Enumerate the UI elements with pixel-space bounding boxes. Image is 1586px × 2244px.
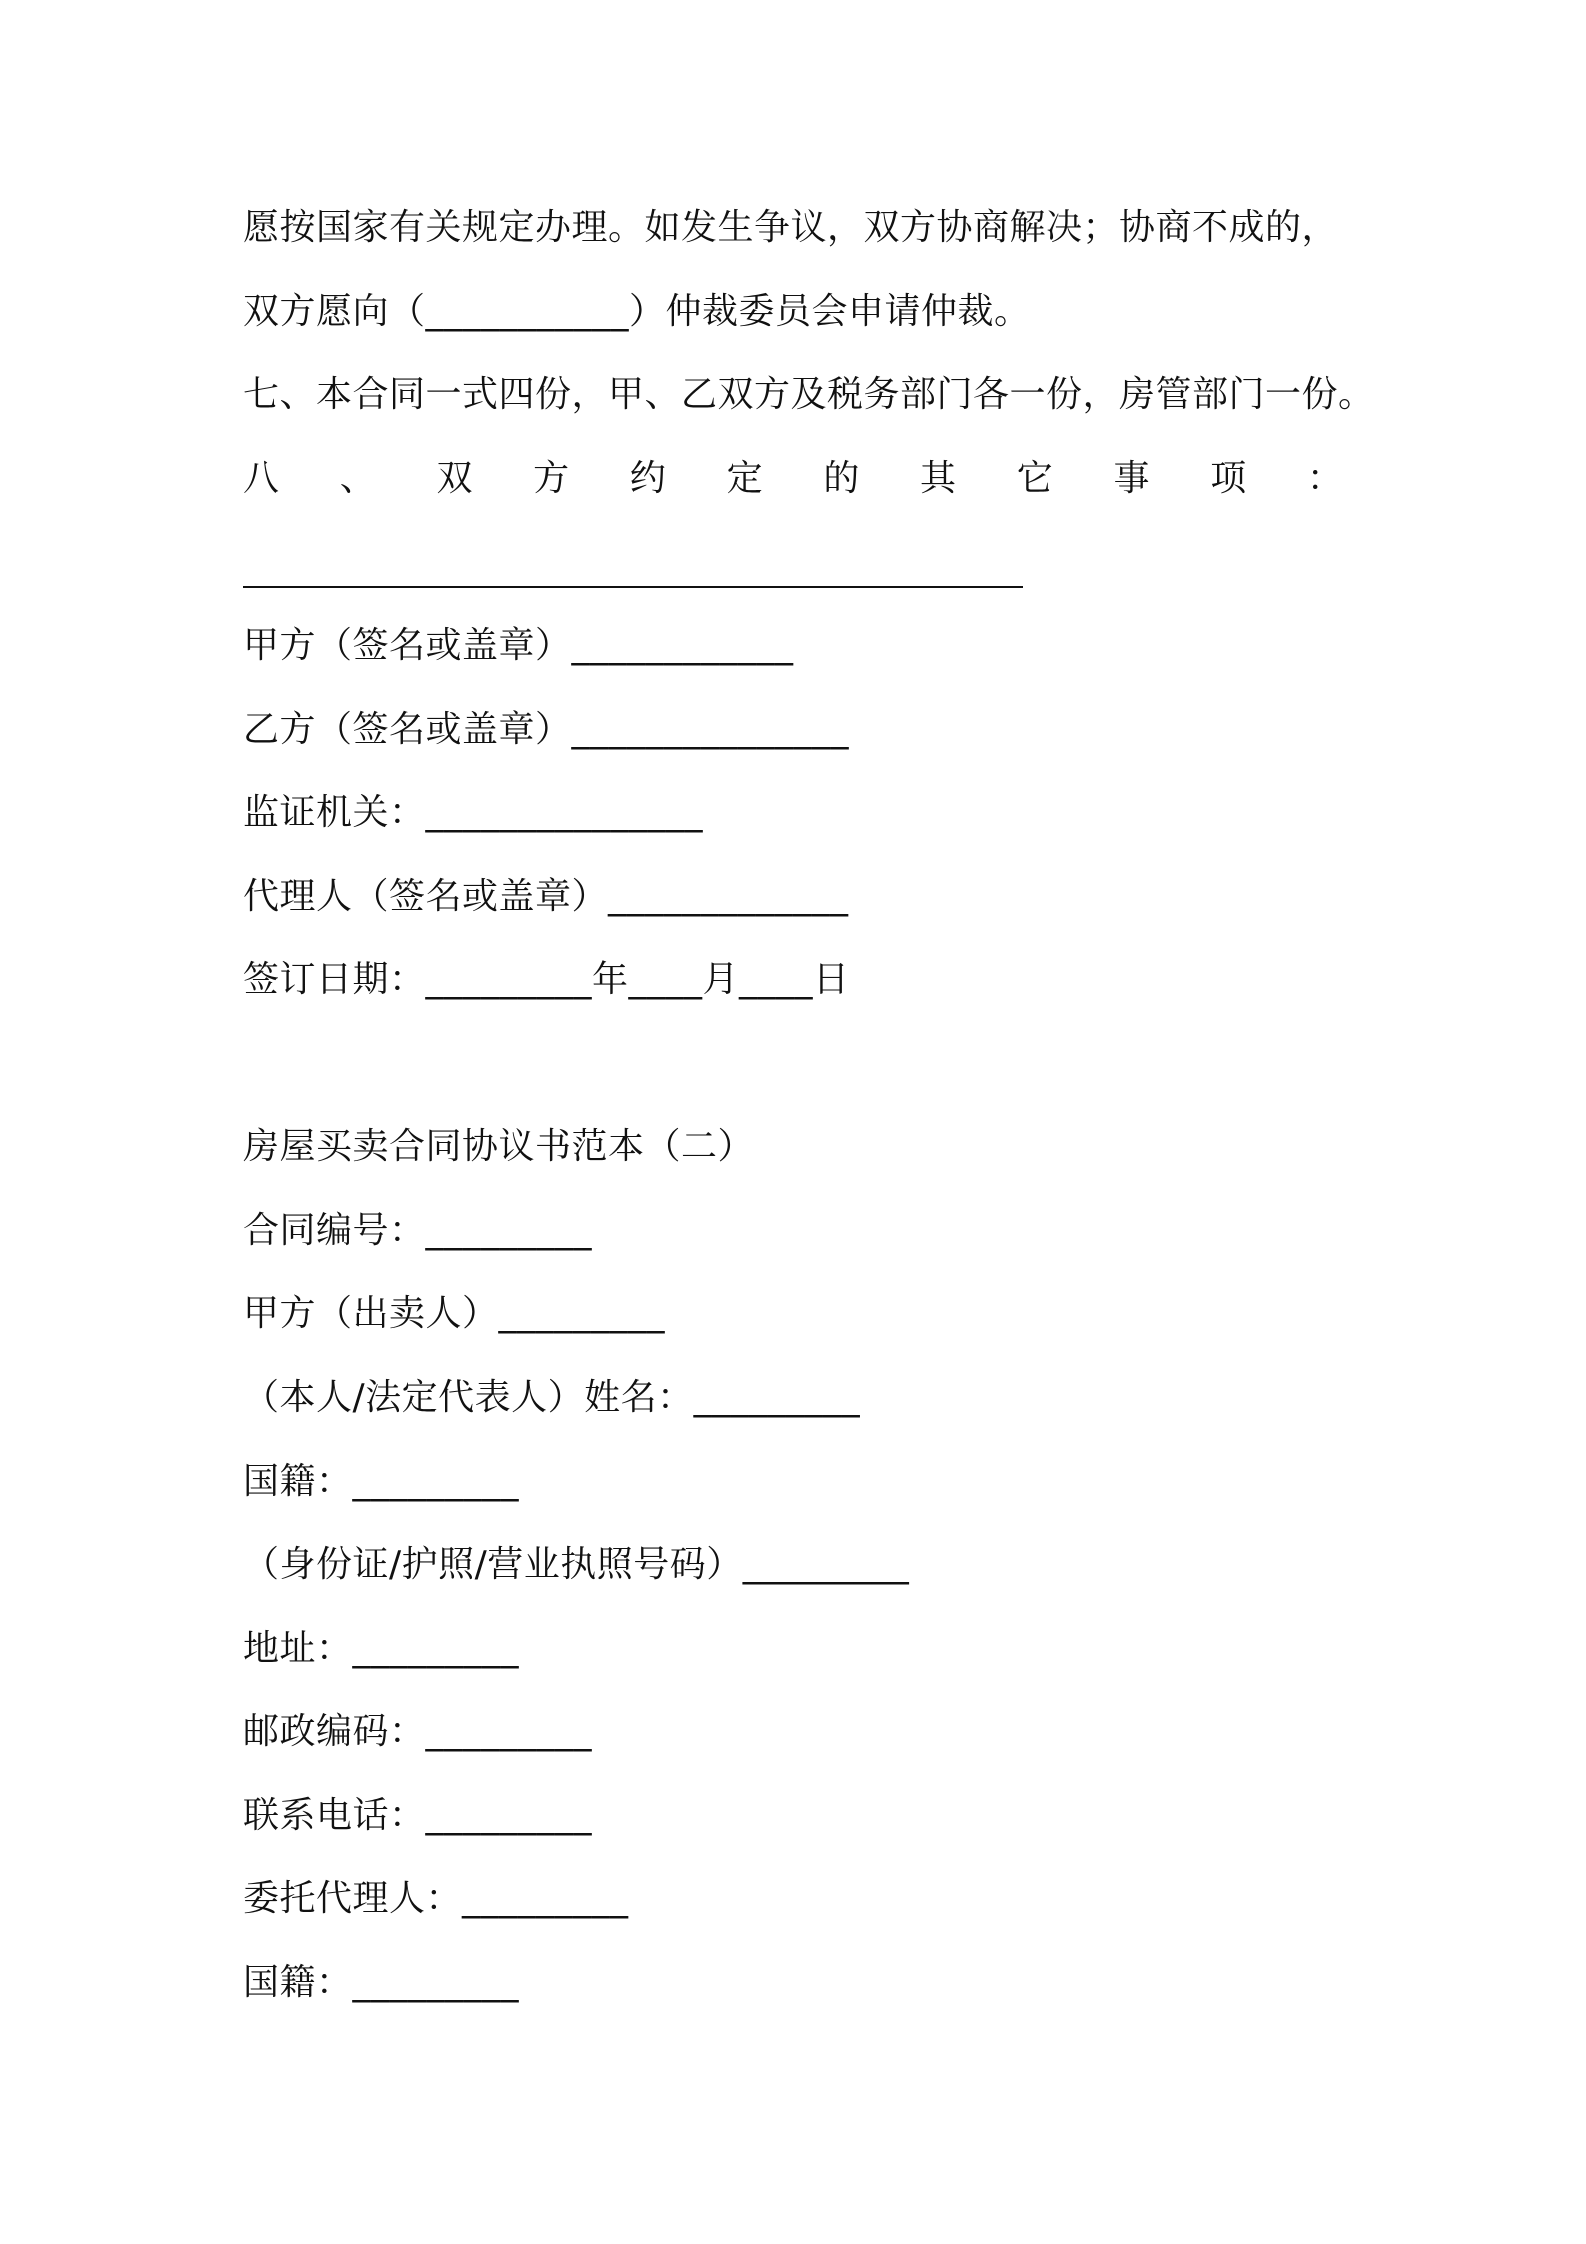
clause-eight-char: 双	[436, 458, 473, 499]
address: 地址：_________	[243, 1628, 520, 1669]
signing-date: 签订日期：_________年____月____日	[243, 959, 850, 1000]
blank-underline	[243, 586, 1023, 588]
clause-eight-char: 、	[339, 458, 376, 499]
party-a-seller: 甲方（出卖人）_________	[243, 1293, 666, 1334]
id-number: （身份证/护照/营业执照号码）_________	[243, 1544, 910, 1585]
clause-eight-char: 方	[533, 458, 570, 499]
postal-code: 邮政编码：_________	[243, 1711, 593, 1752]
clause-eight-char: 八	[243, 458, 280, 499]
party-a-signature: 甲方（签名或盖章）____________	[243, 625, 794, 666]
certifying-authority: 监证机关：_______________	[243, 792, 704, 833]
clause-eight-char: ：	[1306, 458, 1343, 499]
clause-eight-char: 项	[1210, 458, 1247, 499]
clause-eight-char: 事	[1113, 458, 1150, 499]
section-title: 房屋买卖合同协议书范本（二）	[243, 1126, 755, 1167]
dispute-clause-line: 愿按国家有关规定办理。如发生争议，双方协商解决；协商不成的，	[243, 207, 1339, 248]
clause-seven: 七、本合同一式四份，甲、乙双方及税务部门各一份，房管部门一份。	[243, 374, 1375, 415]
clause-eight-char: 定	[726, 458, 763, 499]
clause-eight-char: 其	[920, 458, 957, 499]
clause-eight-char: 的	[823, 458, 860, 499]
party-b-signature: 乙方（签名或盖章）_______________	[243, 709, 850, 750]
clause-eight-char: 约	[629, 458, 666, 499]
agent-nationality: 国籍：_________	[243, 1962, 520, 2003]
clause-eight-char: 它	[1016, 458, 1053, 499]
phone: 联系电话：_________	[243, 1795, 593, 1836]
agent-signature: 代理人（签名或盖章）_____________	[243, 876, 849, 917]
representative-name: （本人/法定代表人）姓名：_________	[243, 1377, 861, 1418]
clause-eight-heading	[243, 457, 1343, 501]
entrusted-agent: 委托代理人：_________	[243, 1878, 629, 1919]
nationality: 国籍：_________	[243, 1461, 520, 1502]
arbitration-line: 双方愿向（___________）仲裁委员会申请仲裁。	[243, 291, 1031, 332]
contract-number: 合同编号：_________	[243, 1210, 593, 1251]
